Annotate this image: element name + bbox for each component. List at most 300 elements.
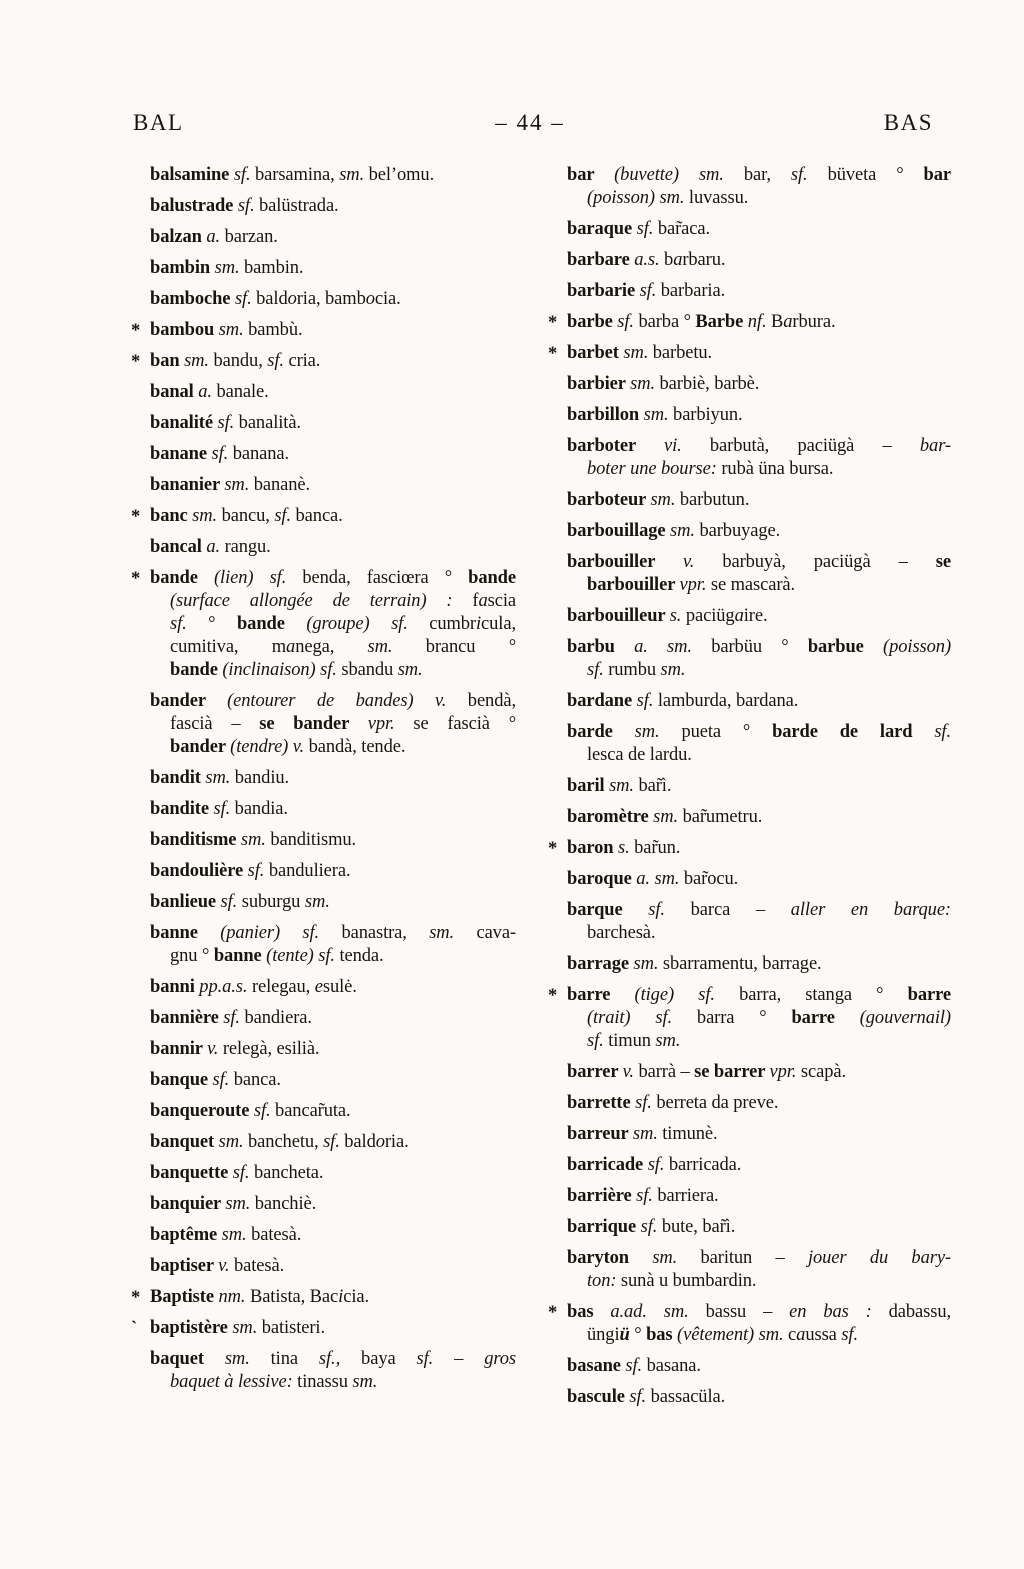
entry-text-segment: (surface allongée de terrain) :: [170, 591, 473, 611]
entry-text-segment: berreta da preve.: [656, 1093, 779, 1113]
entry-line: [567, 1324, 951, 1347]
entry-text-segment: sf.: [790, 165, 828, 185]
entry-line: [567, 899, 951, 922]
header-guide-word-right: BAS: [883, 110, 933, 135]
entry-line: [150, 226, 516, 249]
entry-line: [567, 551, 951, 574]
dictionary-entry: [567, 690, 951, 713]
dictionary-entry: [548, 342, 951, 365]
dictionary-entry: [567, 249, 951, 272]
entry-line: [150, 891, 516, 914]
entry-text-segment: cumbr: [429, 614, 476, 634]
entry-line: [150, 945, 516, 968]
entry-text-segment: sf.: [625, 1356, 647, 1376]
entry-text-segment: sm.: [670, 521, 700, 541]
dictionary-column-left: [131, 164, 517, 1402]
entry-text-segment: baril: [567, 776, 610, 796]
entry-text-segment: e: [314, 977, 323, 997]
entry-text-segment: barbaria.: [660, 281, 726, 301]
entry-text-segment: barriera.: [657, 1186, 719, 1206]
entry-text-segment: sm.: [225, 1194, 255, 1214]
entry-text-segment: sf.: [617, 312, 639, 332]
headword-marker: *: [548, 839, 558, 859]
entry-line: [567, 574, 951, 597]
entry-text-segment: bas: [567, 1302, 611, 1322]
entry-text-segment: a. sm.: [634, 637, 712, 657]
dictionary-entry: [567, 806, 951, 829]
entry-text-segment: sm.: [218, 320, 249, 340]
entry-text-segment: ü: [619, 1325, 630, 1345]
entry-text-segment: (poisson): [587, 188, 660, 208]
dictionary-entry: [567, 1216, 951, 1239]
dictionary-entry: [567, 1092, 951, 1115]
entry-text-segment: luvassu.: [688, 188, 749, 208]
headword-marker: *: [131, 569, 141, 589]
entry-text-segment: sf.: [320, 660, 342, 680]
entry-text-segment: a.: [206, 227, 225, 247]
entry-text-segment: bar,: [743, 165, 791, 185]
entry-line: [567, 984, 951, 1007]
entry-text-segment: basane: [567, 1356, 626, 1376]
entry-text-segment: barchesà.: [587, 923, 656, 943]
dictionary-entry: [567, 605, 951, 628]
entry-line: [150, 1286, 516, 1309]
entry-text-segment: sf.: [640, 1217, 662, 1237]
entry-text-segment: sf.: [587, 660, 609, 680]
entry-text-segment: sm.: [643, 405, 674, 425]
entry-text-segment: ban: [150, 351, 185, 371]
entry-text-segment: se mascarà.: [710, 575, 796, 595]
entry-text-segment: barbarie: [567, 281, 640, 301]
entry-text-segment: barricade: [567, 1155, 648, 1175]
entry-text-segment: sf.: [220, 892, 242, 912]
entry-text-segment: balustrade: [150, 196, 238, 216]
entry-text-segment: sm.: [240, 830, 271, 850]
entry-text-segment: Batista, Bac: [249, 1287, 339, 1307]
entry-text-segment: (panier): [220, 923, 303, 943]
entry-line: [567, 1386, 951, 1409]
entry-line: [567, 1007, 951, 1030]
entry-line: [567, 342, 951, 365]
entry-text-segment: sf.: [302, 923, 342, 943]
entry-text-segment: brancu °: [425, 637, 516, 657]
entry-text-segment: sf.,: [318, 1349, 341, 1369]
entry-text-segment: sf.: [267, 351, 289, 371]
entry-line: [567, 659, 951, 682]
entry-text-segment: cula,: [481, 614, 516, 634]
entry-text-segment: bambou: [150, 320, 219, 340]
entry-line: [150, 164, 516, 187]
dictionary-entry: [567, 721, 951, 767]
entry-line: [150, 736, 516, 759]
entry-text-segment: baptême: [150, 1225, 222, 1245]
entry-text-segment: sm.: [352, 1372, 378, 1392]
entry-text-segment: banc: [150, 506, 193, 526]
entry-text-segment: sm.: [205, 768, 235, 788]
entry-text-segment: barsamina,: [255, 165, 340, 185]
dictionary-entry: [150, 474, 516, 497]
entry-text-segment: basana.: [646, 1356, 701, 1376]
entry-text-segment: ria.: [384, 1132, 409, 1152]
dictionary-entry: [150, 1100, 516, 1123]
entry-text-segment: bar̃umetru.: [682, 807, 763, 827]
dictionary-entry: [567, 953, 951, 976]
entry-text-segment: sf.: [655, 1008, 697, 1028]
dictionary-entry: [567, 280, 951, 303]
entry-text-segment: (buvette): [614, 165, 699, 185]
entry-text-segment: nm.: [218, 1287, 250, 1307]
headword-marker: *: [131, 507, 141, 527]
entry-text-segment: barbuyage.: [699, 521, 781, 541]
entry-line: [150, 636, 516, 659]
entry-text-segment: sm.: [652, 1248, 701, 1268]
entry-text-segment: cia.: [374, 289, 401, 309]
entry-text-segment: sm.: [224, 475, 254, 495]
entry-text-segment: vpr.: [769, 1062, 801, 1082]
entry-text-segment: sm.: [397, 660, 423, 680]
entry-text-segment: sm.: [224, 1349, 271, 1369]
entry-line: [567, 373, 951, 396]
entry-text-segment: o: [375, 1132, 385, 1152]
entry-text-segment: sm.: [232, 1318, 262, 1338]
entry-text-segment: balzan: [150, 227, 207, 247]
dictionary-entry: [548, 311, 951, 334]
entry-text-segment: (tente): [266, 946, 319, 966]
dictionary-entry: [150, 443, 516, 466]
entry-text-segment: tina: [270, 1349, 319, 1369]
entry-line: [567, 1270, 951, 1293]
entry-line: [567, 953, 951, 976]
entry-text-segment: banal: [150, 382, 199, 402]
entry-text-segment: sf.: [841, 1325, 858, 1345]
entry-text-segment: banduliera.: [268, 861, 351, 881]
entry-line: [150, 1100, 516, 1123]
entry-text-segment: sm.: [429, 923, 477, 943]
entry-text-segment: sm.: [609, 776, 639, 796]
entry-text-segment: (tendre): [230, 737, 293, 757]
entry-text-segment: sf.: [269, 568, 303, 588]
entry-text-segment: bancar̃uta.: [275, 1101, 351, 1121]
entry-text-segment: barra °: [696, 1008, 792, 1028]
entry-text-segment: sf.: [212, 1070, 234, 1090]
entry-text-segment: Barbe: [695, 312, 748, 332]
entry-line: [150, 1069, 516, 1092]
dictionary-entry: [567, 489, 951, 512]
entry-text-segment: benda, fasciœra °: [302, 568, 469, 588]
entry-text-segment: baquet à lessive:: [170, 1372, 293, 1392]
entry-text-segment: barrette: [567, 1093, 636, 1113]
entry-line: [567, 311, 951, 334]
entry-line: [567, 605, 951, 628]
entry-text-segment: barreur: [567, 1124, 633, 1144]
entry-text-segment: bardane: [567, 691, 637, 711]
entry-text-segment: bander: [170, 737, 231, 757]
entry-text-segment: bancal: [150, 537, 207, 557]
dictionary-entry: [150, 922, 516, 968]
entry-line: [150, 590, 516, 613]
dictionary-entry: [567, 520, 951, 543]
entry-text-segment: bambin.: [244, 258, 304, 278]
entry-text-segment: (tige): [634, 985, 699, 1005]
entry-text-segment: aller en barque:: [790, 900, 951, 920]
entry-text-segment: en bas :: [789, 1302, 872, 1322]
dictionary-entry: [548, 1301, 952, 1347]
entry-line: [150, 1131, 516, 1154]
entry-text-segment: sm.: [192, 506, 222, 526]
entry-text-segment: barre: [791, 1008, 860, 1028]
entry-text-segment: dabassu,: [871, 1302, 952, 1322]
entry-text-segment: b: [664, 250, 674, 270]
entry-text-segment: barca –: [690, 900, 791, 920]
entry-text-segment: ire.: [743, 606, 768, 626]
entry-text-segment: f: [472, 591, 479, 611]
entry-line: [150, 613, 516, 636]
entry-text-segment: s.: [669, 606, 686, 626]
entry-text-segment: sm.: [221, 1225, 252, 1245]
entry-line: [567, 404, 951, 427]
entry-text-segment: °: [208, 614, 237, 634]
entry-text-segment: bande: [236, 614, 307, 634]
dictionary-entry: [150, 381, 516, 404]
entry-text-segment: ton:: [587, 1271, 617, 1291]
entry-text-segment: v.: [218, 1256, 234, 1276]
dictionary-entry: [567, 164, 951, 210]
headword-marker: *: [131, 352, 141, 372]
entry-text-segment: sm.: [698, 165, 744, 185]
entry-text-segment: vi.: [663, 436, 710, 456]
entry-line: [567, 1247, 951, 1270]
entry-text-segment: v.: [207, 1039, 223, 1059]
entry-text-segment: sf.: [934, 722, 951, 742]
entry-text-segment: bar̃un.: [634, 838, 681, 858]
entry-text-segment: sf.: [211, 444, 233, 464]
entry-text-segment: bute, bar̃ì.: [661, 1217, 736, 1237]
dictionary-entry: [567, 1355, 951, 1378]
entry-text-segment: fascià –: [170, 714, 260, 734]
dictionary-entry: [567, 775, 951, 798]
entry-text-segment: sf.: [636, 691, 658, 711]
entry-text-segment: nf.: [747, 312, 771, 332]
entry-text-segment: paciüg: [685, 606, 735, 626]
entry-text-segment: sm.: [660, 660, 686, 680]
entry-line: [150, 350, 516, 373]
entry-text-segment: a: [734, 606, 744, 626]
dictionary-entry: [567, 1123, 951, 1146]
entry-text-segment: baritun –: [700, 1248, 808, 1268]
entry-text-segment: sm.: [655, 1031, 681, 1051]
entry-text-segment: bambin: [150, 258, 215, 278]
dictionary-entry: [150, 1038, 516, 1061]
entry-text-segment: i: [476, 614, 482, 634]
dictionary-entry: [150, 195, 516, 218]
entry-line: [150, 798, 516, 821]
headword-marker: *: [131, 321, 141, 341]
entry-line: [567, 1355, 951, 1378]
entry-text-segment: scia: [487, 591, 516, 611]
dictionary-entry: [150, 1069, 516, 1092]
headword-marker: *: [548, 1303, 558, 1323]
entry-text-segment: i: [338, 1287, 344, 1307]
header-guide-word-left: BAL: [133, 110, 184, 135]
entry-text-segment: sf.: [639, 281, 661, 301]
entry-text-segment: tinassu: [292, 1372, 353, 1392]
entry-text-segment: tenda.: [339, 946, 384, 966]
entry-text-segment: sf.: [587, 1031, 609, 1051]
entry-text-segment: sm.: [630, 374, 660, 394]
dictionary-entry: [131, 1286, 516, 1309]
entry-text-segment: bascule: [567, 1387, 630, 1407]
entry-text-segment: barboter: [567, 436, 664, 456]
entry-text-segment: barbare: [567, 250, 635, 270]
page-number: – 44 –: [495, 110, 565, 135]
dictionary-entry: [131, 350, 516, 373]
entry-text-segment: barrer: [567, 1062, 623, 1082]
entry-line: [150, 1348, 516, 1371]
entry-text-segment: bandite: [150, 799, 214, 819]
entry-text-segment: sf.: [629, 1387, 651, 1407]
dictionary-entry: [567, 218, 951, 241]
entry-text-segment: barbutà, paciügà –: [709, 436, 920, 456]
entry-text-segment: sf.: [323, 1132, 345, 1152]
entry-text-segment: barbet: [567, 343, 624, 363]
headword-marker: *: [548, 313, 558, 333]
entry-text-segment: barboteur: [567, 490, 651, 510]
entry-text-segment: bandia.: [234, 799, 288, 819]
entry-text-segment: bassu –: [705, 1302, 790, 1322]
entry-text-segment: se barrer: [694, 1062, 770, 1082]
entry-text-segment: baptistère: [150, 1318, 233, 1338]
entry-text-segment: barde de lard: [772, 722, 935, 742]
entry-text-segment: pp.a.s.: [199, 977, 252, 997]
entry-text-segment: bald: [256, 289, 288, 309]
entry-text-segment: barrique: [567, 1217, 641, 1237]
entry-text-segment: baryton: [567, 1248, 653, 1268]
entry-text-segment: baron: [567, 838, 618, 858]
entry-text-segment: barbuyà, paciügà –: [722, 552, 936, 572]
entry-text-segment: bananier: [150, 475, 225, 495]
entry-text-segment: bas: [646, 1325, 678, 1345]
entry-text-segment: bendà,: [467, 691, 516, 711]
entry-line: [150, 767, 516, 790]
entry-text-segment: banca.: [295, 506, 343, 526]
entry-text-segment: balüstrada.: [259, 196, 339, 216]
entry-text-segment: sf.: [647, 1155, 669, 1175]
entry-text-segment: sf.: [636, 219, 658, 239]
entry-text-segment: sbarramentu, barrage.: [662, 954, 822, 974]
dictionary-entry: [150, 1224, 516, 1247]
entry-text-segment: sulė.: [322, 977, 357, 997]
entry-text-segment: sf.: [223, 1008, 245, 1028]
entry-line: [150, 567, 516, 590]
entry-text-segment: banale.: [216, 382, 269, 402]
headword-marker: *: [548, 986, 558, 1006]
entry-text-segment: bambù.: [248, 320, 303, 340]
entry-text-segment: barque: [567, 900, 649, 920]
entry-text-segment: banana.: [232, 444, 290, 464]
entry-text-segment: sm.: [367, 637, 426, 657]
dictionary-entry: [150, 690, 516, 759]
entry-line: [567, 1185, 951, 1208]
entry-text-segment: sm.: [339, 165, 369, 185]
entry-text-segment: –: [433, 1349, 485, 1369]
dictionary-entry: [150, 891, 516, 914]
entry-line: [150, 288, 516, 311]
entry-text-segment: banditismu.: [270, 830, 357, 850]
entry-text-segment: bande: [170, 660, 223, 680]
entry-text-segment: se fascià °: [413, 714, 517, 734]
entry-text-segment: banni: [150, 977, 200, 997]
entry-line: [150, 1255, 516, 1278]
entry-text-segment: rbura.: [792, 312, 836, 332]
entry-text-segment: sf.: [170, 614, 209, 634]
entry-text-segment: bannir: [150, 1039, 208, 1059]
entry-text-segment: sm.: [184, 351, 214, 371]
entry-text-segment: nega,: [295, 637, 368, 657]
entry-text-segment: (entourer de bandes): [227, 691, 436, 711]
entry-text-segment: banalità.: [238, 413, 301, 433]
entry-text-segment: (poisson): [883, 637, 952, 657]
entry-text-segment: sf.: [233, 165, 256, 185]
entry-text-segment: barde: [567, 722, 635, 742]
dictionary-entry: [131, 319, 516, 342]
entry-line: [150, 195, 516, 218]
dictionary-entry: [150, 829, 516, 852]
entry-text-segment: barrière: [567, 1186, 637, 1206]
dictionary-entry: [150, 798, 516, 821]
entry-text-segment: sm.: [650, 490, 680, 510]
entry-line: [567, 1092, 951, 1115]
entry-text-segment: a: [783, 312, 793, 332]
entry-text-segment: a: [286, 637, 296, 657]
entry-text-segment: banchiè.: [254, 1194, 317, 1214]
entry-text-segment: cia.: [343, 1287, 369, 1307]
entry-line: [567, 164, 951, 187]
entry-text-segment: baroque: [567, 869, 637, 889]
dictionary-entry: [567, 435, 951, 481]
entry-text-segment: barbüu °: [711, 637, 808, 657]
entry-text-segment: ussa: [805, 1325, 842, 1345]
entry-line: [150, 412, 516, 435]
entry-text-segment: o: [365, 289, 375, 309]
entry-line: [150, 1162, 516, 1185]
entry-line: [150, 690, 516, 713]
entry-text-segment: sf.: [636, 1186, 658, 1206]
dictionary-entry: [150, 1348, 516, 1394]
entry-text-segment: vpr.: [367, 714, 414, 734]
dictionary-entry: [567, 1247, 951, 1293]
entry-text-segment: bandu,: [213, 351, 268, 371]
entry-text-segment: v.: [435, 691, 468, 711]
entry-text-segment: scapà.: [800, 1062, 847, 1082]
entry-line: [567, 690, 951, 713]
dictionary-entry: [150, 1131, 516, 1154]
entry-text-segment: barbe: [567, 312, 618, 332]
entry-line: [150, 1224, 516, 1247]
dictionary-entry: [567, 1154, 951, 1177]
entry-text-segment: bandà, tende.: [308, 737, 406, 757]
entry-text-segment: °: [629, 1325, 647, 1345]
entry-text-segment: bar: [923, 165, 951, 185]
entry-text-segment: banane: [150, 444, 212, 464]
entry-text-segment: barzan.: [224, 227, 278, 247]
entry-line: [567, 1061, 951, 1084]
entry-text-segment: timun: [608, 1031, 656, 1051]
entry-text-segment: pueta °: [681, 722, 773, 742]
dictionary-entry: [567, 551, 951, 597]
entry-text-segment: se: [935, 552, 951, 572]
entry-line: [150, 474, 516, 497]
entry-text-segment: sm.: [632, 1124, 663, 1144]
